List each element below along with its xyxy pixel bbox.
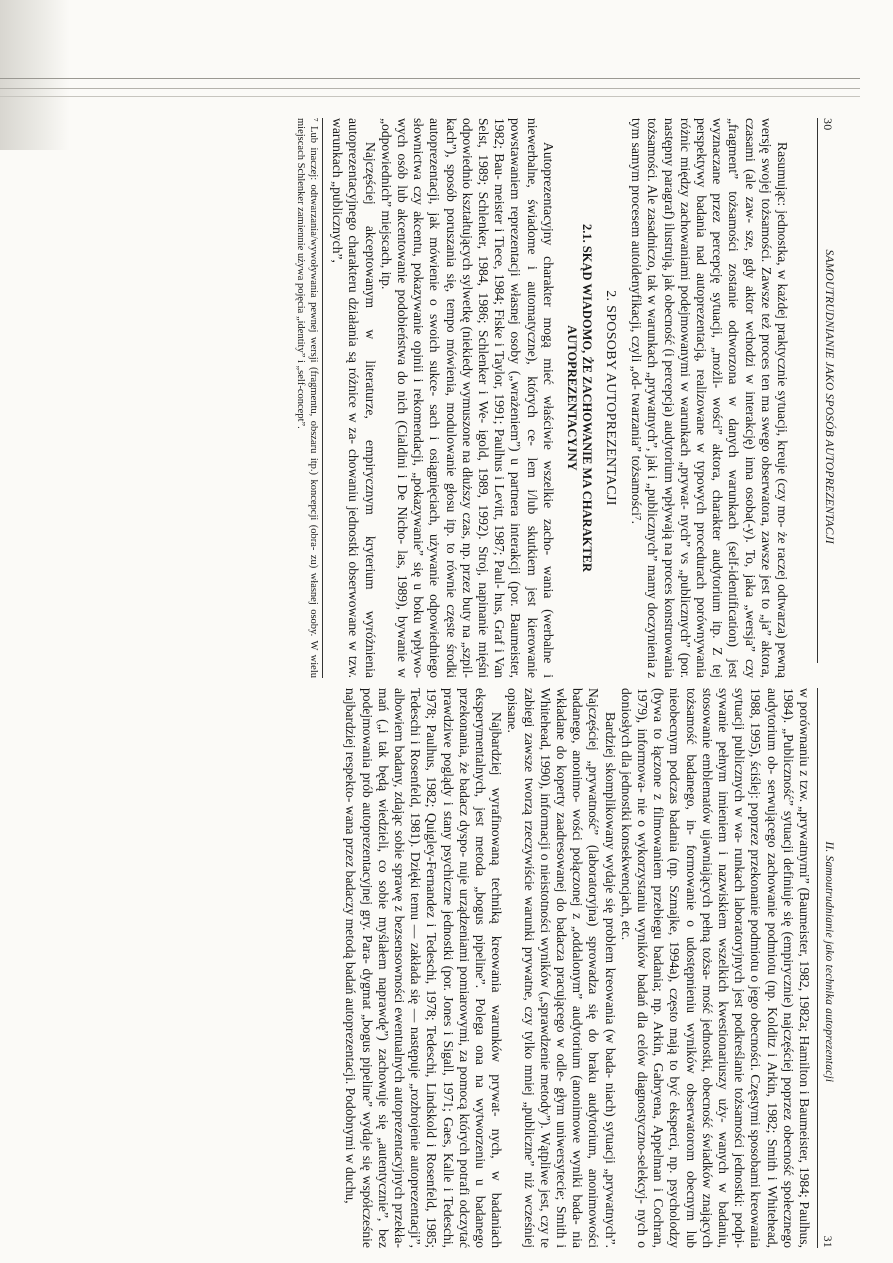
left-page-body [294, 118, 790, 678]
right-page-header [817, 688, 835, 1248]
header-title: II. Samoutrudnianie jako technika autoprezentacji [823, 841, 835, 1083]
right-column [342, 688, 812, 1248]
paragraph: Rasumując: jednostka, w każdej praktycznie sytuacji, kreuje (czy mo- że raczej odtwarza) pewną wersję swojej tożsamości. Zawsze też proces ten ma swego obserwatora, zawsze jest to „ja” aktora, czasami (ale zaw- sze, gdy aktor wchodzi w interakcję) inna osoba(-y). To, jaka „wersja” czy „fragment” tożsamości zostanie odtworzona w danych warunkach (self-identification) jest wyznaczane przez percepcję sytuacji, „możli- wości” aktora, charakter audytorium itp. Z tej perspektywy badania nad autoprezentacją, realizowane w typowych procedurach porównywania różnic między zachowaniami podejmowanymi w warunkach „prywat- nych” vs „publicznych” (por. następny paragraf) ilustrują, jak obecność (i percepcja) audytorium wpływają na proces konstruowania tożsamości. Ale zasadniczo, tak w warunkach „prywatnych”, jak i „publicznych” mamy doczynienia z tym samym procesem autoidenyfikacji, czyli „od- twarzania” tożsamości⁷. [629, 118, 790, 678]
right-page-body [342, 688, 812, 1248]
paragraph: Bardziej skomplikowany wydaje się problem kreowania (w bada- niach) sytuacji „prywatnych”. Najczęściej „prywatność” (laboratoryjna) sprowadza się do braku audytorium, anonimowości badanego, anonimo- wości połączonej z „oddalonym” audytorium (anonimowe wyniki bada- nia wkładane do koperty zaadresowanej do badacza pracującego w odle- głym uniwersytecie; Smith i Whitehead, 1990), informacji o nieistotności wyników („sprawdzenie metody”). Wątpliwe jest, czy te zabiegi zawsze tworzą rzeczywiście warunki prywatne, czy tylko mniej „publiczne” niż wcześniej opisane. [505, 688, 618, 1248]
footnote: ⁷ Lub inaczej: odtwarzania/wywoływania pewnej wersji (fragmentu, obszaru itp.) koncepcji (obra- zu) własnej osoby. W wielu miejscach Schlenker zamiennie używa pojęcia „identity” i „self-concept”. [294, 118, 323, 678]
page-number: 30 [821, 118, 835, 131]
subsection-title: 2.1. SKĄD WIADOMO, ŻE ZACHOWANIE MA CHARAKTER AUTOPREZENTACYJNY [564, 223, 594, 573]
page-number: 31 [821, 1235, 835, 1248]
running-header [817, 118, 835, 663]
paragraph: w porównaniu z tzw. „prywatnymi” (Baumeister, 1982, 1982a; Hamilton i Baumeister, 1984; Paulhus, 1984). „Publiczność” sytuacji definiuje się (empirycznie) najczęściej poprzez obecność społecznego audytorium ob- serwującego zachowanie podmiotu (np. Kolditz i Arkin, 1982; Smith i Whitehead, 1988, 1995), ściślej: poprzez przekonanie podmiotu o jego obecności. Częstymi sposobami kreowania sytuacji publicznych w wa- runkach laboratoryjnych jest podkreślanie tożsamości jednostki: podpi- sywanie pełnym imieniem i nazwiskiem wszelkich kwestionariuszy uży- wanych w badaniu, stosowanie emblematów ujawniających pełną tożsa- mość jednostki, obecność świadków znających tożsamość badanego, in- formowanie o udostępnieniu wyników obserwatorom obecnym lub nieobecnym podczas badania (np. Szmajke, 1994a), często mają to być eksperci, np. psycholodzy (bywa to łączone z filmowaniem przebiegu badania; np. Arkin, Gabryena, Appelman i Cochran, 1979), informowa- nie o wykorzystaniu wyników badań dla celów diagnostyczno-selekcyj- nych o doniosłych dla jednostki konsekwencjach, etc. [618, 688, 812, 1248]
paragraph: Autoprezentacyjny charakter mogą mieć właściwie wszelkie zacho- wania (werbalne i niewerbalne, świadome i automatyczne), których ce- lem i/lub skutkiem jest kierowanie powstawaniem reprezentacji własnej osoby („wrażeniem”) u partnera interakcji (por. Baumeister, 1982; Bau- meister i Tiece, 1984; Fiske i Taylor, 1991; Paulhus i Levitt, 1987; Paul- hus, Graf i Van Selst, 1989; Schlenker, 1984, 1986; Schlenker i We- igold, 1989, 1992). Stroj, napinanie mięśni odpowiednio kształtujących sylwetkę (niekiedy wymuszone na dłuższy czas, np. przez buty na „szpil- kach”), sposób poruszania się, tempo mówienia, modulowanie głosu itp. to równie częste środki autoprezentacji, jak mówienie o swoich sukce- sach i osiągnięciach, używanie odpowiedniego słownictwa czy akcentu, pokazywanie opinii i rekomendacji, „pokazywanie” się u boku wpływo- wych osób lub akcentowanie podobieństwa do nich (Cialdini i De Nicho- las, 1989), bywanie w „odpowiednich” miejscach, itp. [378, 118, 556, 678]
scan-artifact-line [0, 88, 860, 89]
section-title: 2. SPOSOBY AUTOPREZENTACJI [602, 290, 618, 506]
scan-artifact-line [0, 96, 860, 97]
paragraph: Najczęściej akceptowanym w literaturze, empirycznym kryterium wyróżnienia autoprezentacyjnego charakteru działania są różnice w za- chowaniu jednostki obserwowane w tzw. warunkach „publicznych”, [330, 118, 378, 678]
left-column [294, 118, 790, 678]
scan-artifact-line [0, 78, 860, 79]
scan-shadow [0, 0, 70, 150]
paragraph: Najbardziej wyrafinowaną techniką kreowania warunków prywat- nych, w badaniach eksperymentalnych, jest metoda „bogus pipeline”. Polega ona na wytworzeniu u badanego przekonania, że badacz dyspo- nuje urządzeniami pomiarowymi, za pomocą których potrafi odczytać prawdziwe poglądy i stany psychiczne jednostki (por. Jones i Sigall, 1971; Gaes, Kalle i Tedeschi, 1978; Paulhus, 1982; Quigley-Fernandez i Tedeschi, 1978; Tedeschi, Lindskold i Rosenfeld, 1985; Tedeschi i Rosenfeld, 1981). Dzięki temu — zakłada się — następuje „rozbrojenie autoprezentacji”, albowiem badany, zdając sobie sprawę z bezsensowności ewentualnych autoprezentacyjnych przekła- mań („i tak będą wiedzieli, co sobie myślałem naprawdę”) zachowuje się „autentycznie”, bez podejmowania prób autoprezentacyjnej gry. Para- dygmat „bogus pipeline” wydaje się współcześnie najbardziej respekto- wana przez badaczy metodą badań autoprezentacji. Podobnymi w duchu, [343, 688, 505, 1248]
header-title: SAMOUTRUDNIANIE JAKO SPOSÓB AUTOPREZENTACJI [823, 249, 835, 544]
running-header [817, 688, 835, 1248]
